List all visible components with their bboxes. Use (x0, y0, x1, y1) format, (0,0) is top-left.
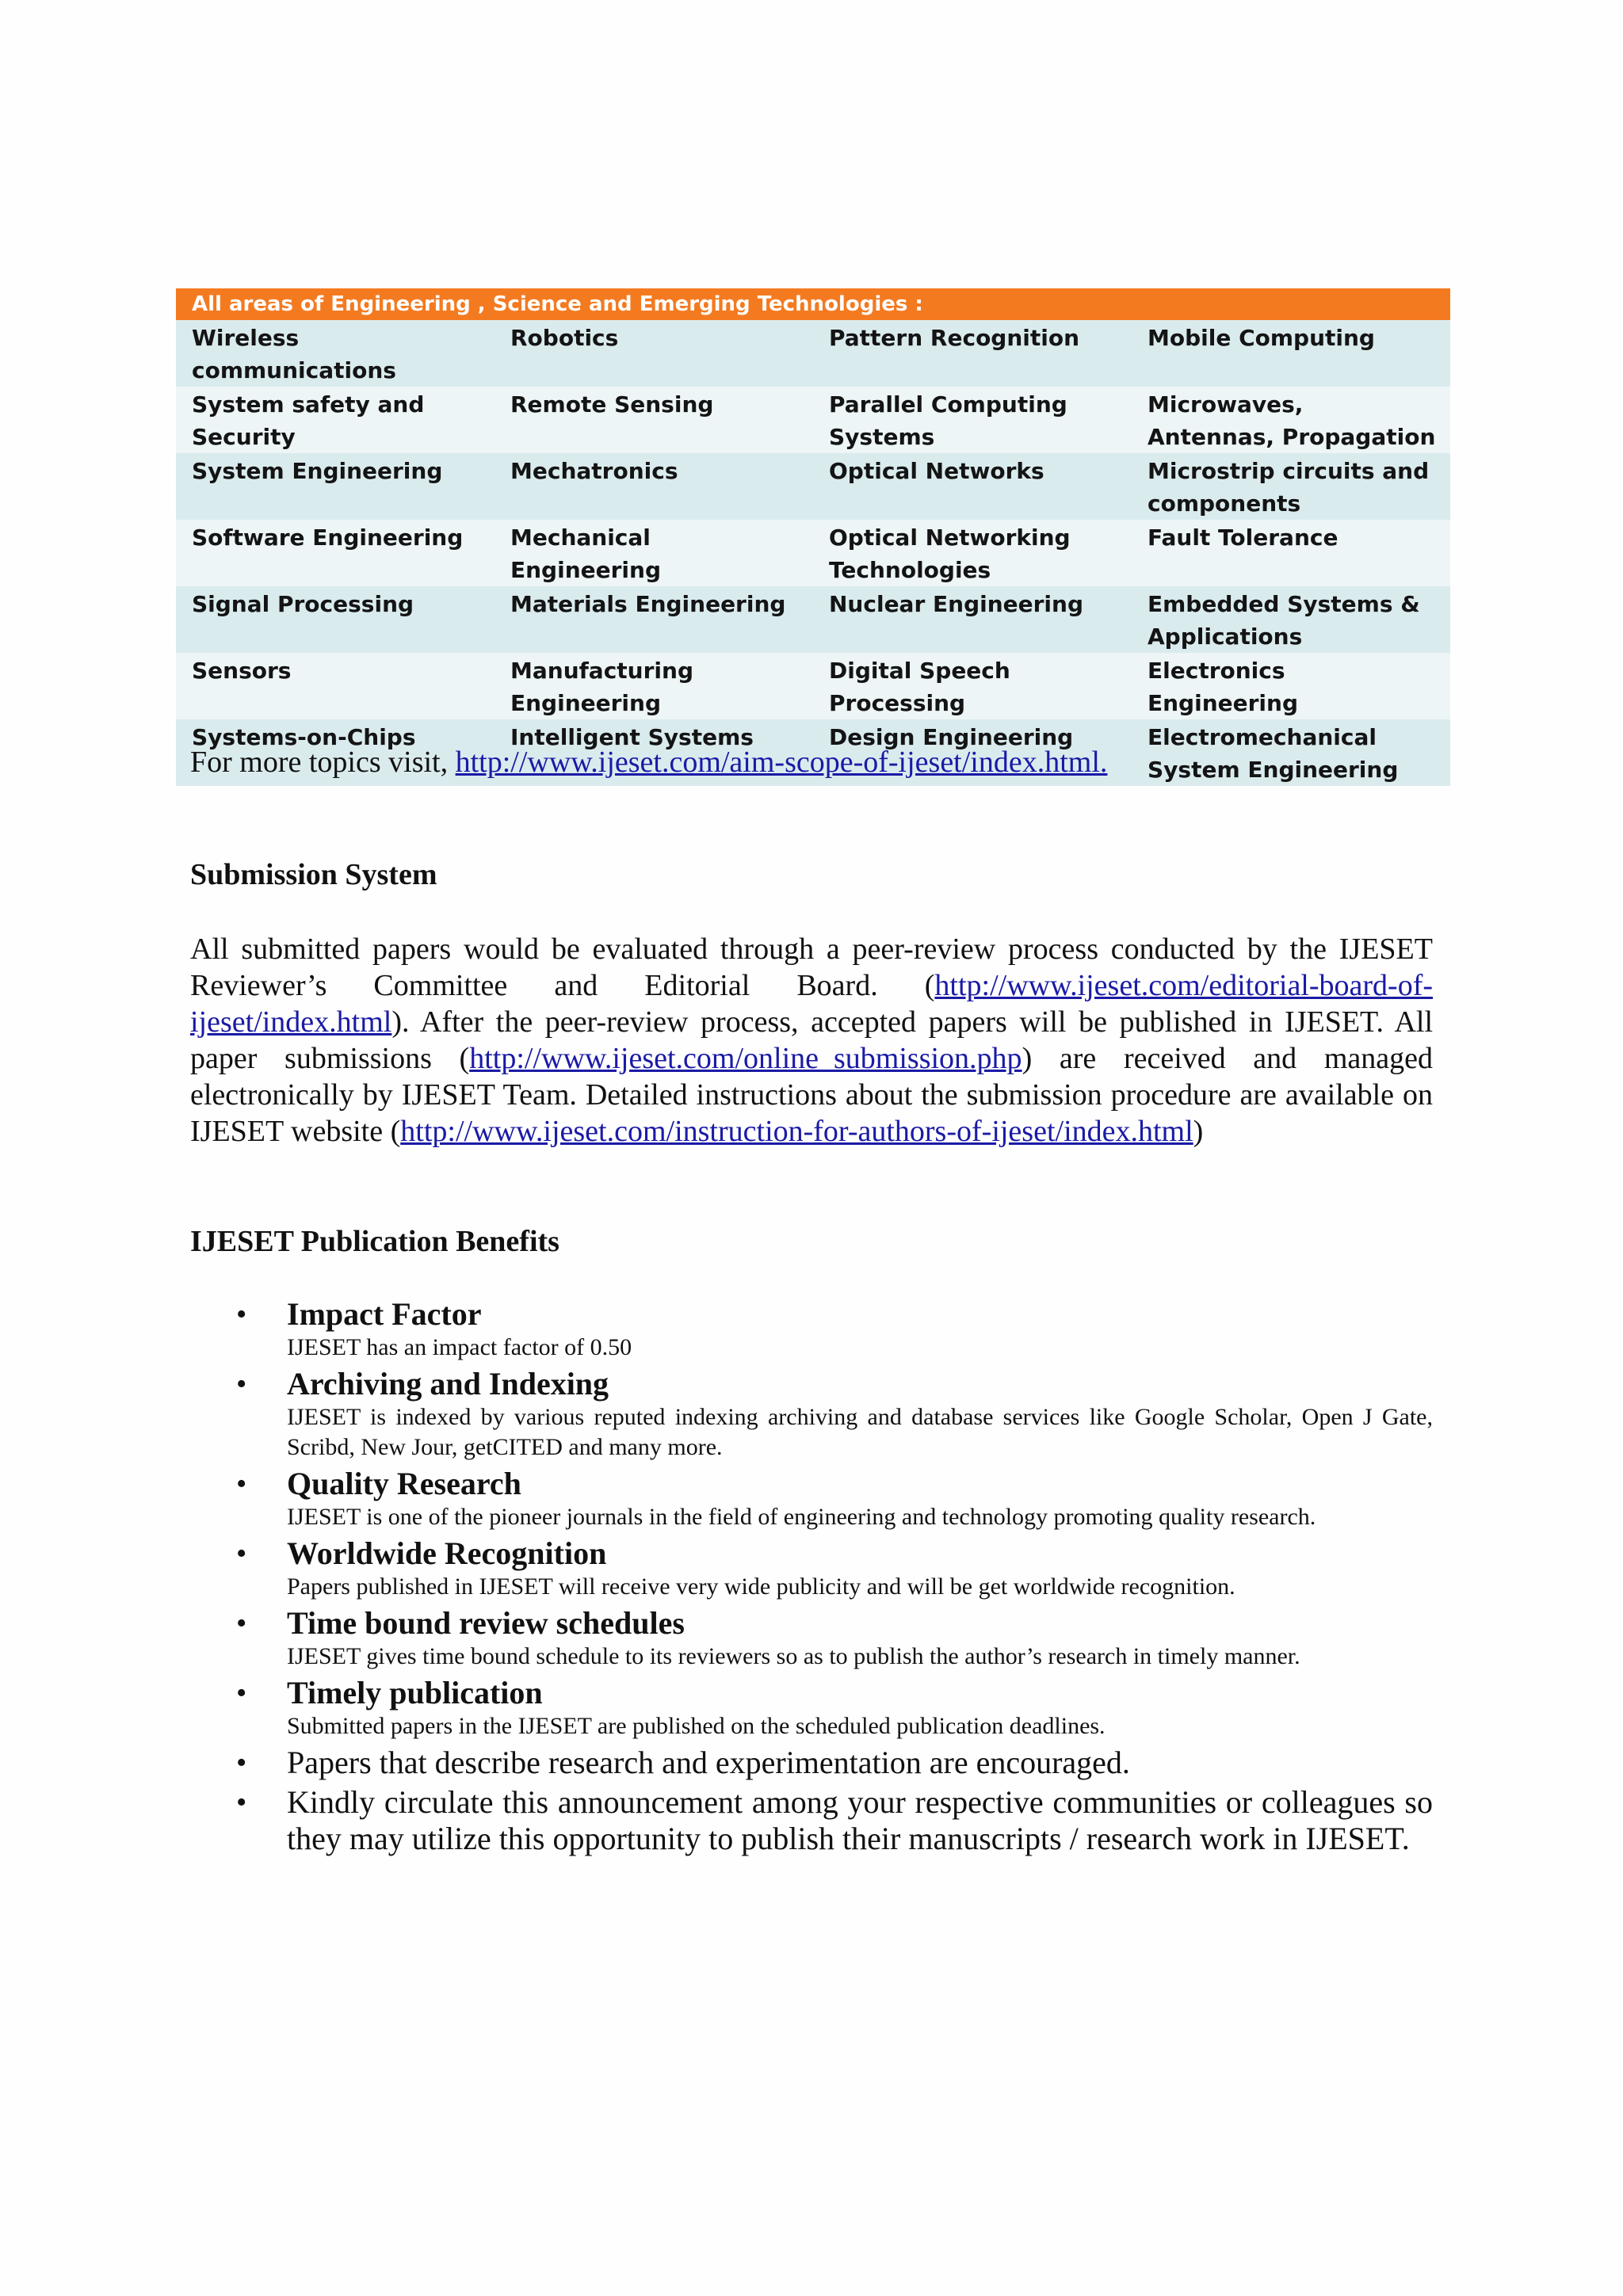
benefit-title: Time bound review schedules (287, 1605, 685, 1641)
table-cell: Robotics (510, 325, 619, 351)
benefit-description: IJESET is one of the pioneer journals in the field of engineering and technology promoting quality research. (287, 1504, 1316, 1530)
table-cell: Microwaves, Antennas, Propagation (1148, 391, 1436, 450)
table-cell: Mechanical Engineering (510, 524, 661, 583)
benefit-description: IJESET has an impact factor of 0.50 (287, 1334, 632, 1360)
table-cell: Microstrip circuits and components (1148, 458, 1430, 517)
table-cell: Nuclear Engineering (829, 591, 1084, 617)
benefit-title: Impact Factor (287, 1296, 482, 1332)
benefit-title: Worldwide Recognition (287, 1535, 607, 1571)
table-row (176, 653, 1450, 719)
table-cell: Design Engineering (829, 724, 1074, 750)
author-instructions-link[interactable]: http://www.ijeset.com/instruction-for-authors-of-ijeset/index.html (400, 1115, 1193, 1148)
bullet-icon: • (236, 1607, 247, 1640)
bullet-icon: • (236, 1367, 247, 1401)
list-item (190, 1366, 1433, 1463)
table-row (176, 586, 1450, 653)
table-cell: Materials Engineering (510, 591, 786, 617)
bullet-icon: • (236, 1676, 247, 1710)
submission-text-3: ) are received and managed electronically by IJESET Team. Detailed instructions about the submission procedure are available on IJESET website ( (190, 1042, 1433, 1148)
table-cell: Electronics Engineering (1148, 658, 1298, 716)
editorial-board-link[interactable]: http://www.ijeset.com/editorial-board-of-ijeset/index.html (190, 969, 1433, 1039)
submission-text-1: All submitted papers would be evaluated through a peer-review process conducted by the IJESET Reviewer’s Committee and Editorial Board. ( (190, 933, 1433, 1002)
table-row (176, 520, 1450, 586)
topics-table (176, 288, 1450, 786)
table-cell: Intelligent Systems (510, 724, 754, 750)
table-cell: Optical Networking Technologies (829, 524, 1071, 583)
table-cell: Pattern Recognition (829, 325, 1080, 351)
table-row (176, 453, 1450, 520)
table-row (176, 320, 1450, 387)
table-cell: Optical Networks (829, 458, 1044, 484)
benefit-plain-text: Kindly circulate this announcement among your respective communities or colleagues so they may utilize this opportunity to publish their manuscripts / research work in IJESET. (287, 1784, 1433, 1856)
table-cell: Wireless communications (192, 325, 396, 383)
list-item (190, 1605, 1433, 1672)
table-cell: Parallel Computing Systems (829, 391, 1067, 450)
table-cell: Digital Speech Processing (829, 658, 1010, 716)
submission-paragraph (190, 931, 1433, 1150)
table-cell: System Engineering (192, 458, 443, 484)
benefits-heading: IJESET Publication Benefits (190, 1225, 559, 1258)
benefit-title: Archiving and Indexing (287, 1366, 609, 1402)
submission-text-2: ). After the peer-review process, accepted papers will be published in IJESET. All paper submissions ( (190, 1005, 1433, 1075)
benefit-description: Papers published in IJESET will receive very wide publicity and will be get worldwide recognition. (287, 1573, 1235, 1600)
list-item (190, 1675, 1433, 1741)
online-submission-link[interactable]: http://www.ijeset.com/online_submission.php (469, 1042, 1022, 1075)
list-item (190, 1784, 1433, 1857)
bullet-icon: • (236, 1786, 247, 1819)
list-item (190, 1466, 1433, 1532)
table-cell: Remote Sensing (510, 391, 714, 418)
table-cell: Manufacturing Engineering (510, 658, 693, 716)
bullet-icon: • (236, 1298, 247, 1331)
table-row (176, 387, 1450, 453)
bullet-icon: • (236, 1746, 247, 1779)
list-item (190, 1535, 1433, 1602)
list-item (190, 1745, 1433, 1781)
benefit-title: Quality Research (287, 1466, 521, 1501)
benefit-description: IJESET is indexed by various reputed indexing archiving and database services like Google Scholar, Open J Gate, Scribd, New Jour, getCITED and many more. (287, 1404, 1433, 1460)
submission-heading: Submission System (190, 858, 437, 891)
topics-table-header: All areas of Engineering , Science and Emerging Technologies : (176, 288, 1450, 320)
table-cell: Sensors (192, 658, 292, 684)
benefit-description: IJESET gives time bound schedule to its reviewers so as to publish the author’s research in timely manner. (287, 1643, 1300, 1669)
table-cell: Embedded Systems & Applications (1148, 591, 1420, 650)
table-cell: Fault Tolerance (1148, 524, 1338, 551)
table-cell: Software Engineering (192, 524, 464, 551)
table-cell: System safety and Security (192, 391, 425, 450)
scope-link[interactable]: http://www.ijeset.com/aim-scope-of-ijeset/index.html. (455, 746, 1108, 779)
benefit-title: Timely publication (287, 1675, 543, 1711)
bullet-icon: • (236, 1467, 247, 1501)
table-cell: Mechatronics (510, 458, 678, 484)
table-cell: Signal Processing (192, 591, 414, 617)
benefit-description: Submitted papers in the IJESET are published on the scheduled publication deadlines. (287, 1713, 1106, 1739)
benefit-plain-text: Papers that describe research and experimentation are encouraged. (287, 1745, 1130, 1780)
submission-text-4: ) (1193, 1115, 1204, 1148)
list-item (190, 1296, 1433, 1363)
more-topics-text: For more topics visit, (190, 746, 456, 779)
bullet-icon: • (236, 1537, 247, 1570)
table-cell: Electromechanical System Engineering (1148, 724, 1399, 783)
more-topics-line (190, 745, 1107, 780)
table-cell: Mobile Computing (1148, 325, 1375, 351)
benefits-list (190, 1296, 1433, 1860)
table-cell: Systems-on-Chips (192, 724, 416, 750)
